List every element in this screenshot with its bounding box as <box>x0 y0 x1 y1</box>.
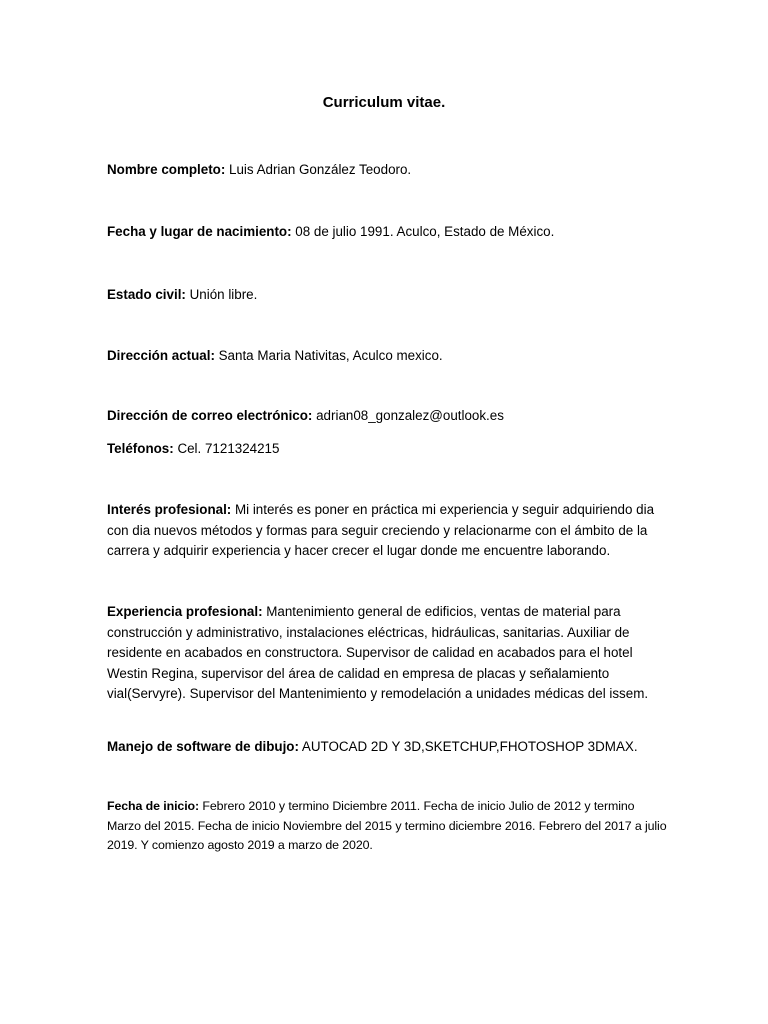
field-value: AUTOCAD 2D Y 3D,SKETCHUP,FHOTOSHOP 3DMAX. <box>298 739 638 754</box>
field-value: Mi interés es poner en práctica mi experiencia y seguir adquiriendo dia con dia nuevos métodos y formas para seguir creciendo y relacionarme con el ámbito de la carrera y adquirir experiencia y hacer crecer el lugar donde me encuentre laborando. <box>107 502 655 558</box>
field-value: Luis Adrian González Teodoro. <box>225 162 412 177</box>
field-label: Dirección de correo electrónico: <box>107 408 313 423</box>
field-estado-civil <box>107 285 667 306</box>
field-experiencia-profesional <box>107 602 667 705</box>
field-label: Estado civil: <box>107 287 186 302</box>
field-direccion-actual <box>107 346 667 367</box>
field-value: Unión libre. <box>185 287 258 302</box>
field-label: Experiencia profesional: <box>107 604 263 619</box>
field-label: Teléfonos: <box>107 441 174 456</box>
field-value: Cel. 7121324215 <box>173 441 280 456</box>
field-telefonos <box>107 439 667 460</box>
field-fecha-inicio <box>107 797 667 856</box>
field-correo-electronico <box>107 406 667 427</box>
field-nombre-completo <box>107 160 667 181</box>
field-value: 08 de julio 1991. Aculco, Estado de México. <box>291 224 555 239</box>
field-interes-profesional <box>107 500 667 562</box>
field-label: Manejo de software de dibujo: <box>107 739 299 754</box>
field-manejo-software <box>107 737 667 758</box>
field-fecha-nacimiento <box>107 222 667 243</box>
field-label: Fecha de inicio: <box>107 799 200 813</box>
document-title: Curriculum vitae. <box>322 94 446 111</box>
field-label: Dirección actual: <box>107 348 215 363</box>
field-value: Febrero 2010 y termino Diciembre 2011. Fecha de inicio Julio de 2012 y termino Marzo del 2015. Fecha de inicio Noviembre del 2015 y termino diciembre 2016. Febrero del 2017 a julio 2019. Y comienzo agosto 2019 a marzo de 2020. <box>107 799 667 852</box>
field-label: Fecha y lugar de nacimiento: <box>107 224 292 239</box>
field-value: Mantenimiento general de edificios, ventas de material para construcción y administrativo, instalaciones eléctricas, hidráulicas, sanitarias. Auxiliar de residente en acabados en constructora. Supervisor de calidad en acabados para el hotel Westin Regina, supervisor del área de calidad en empresa de placas y señalamiento vial(Servyre). Supervisor del Mantenimiento y remodelación a unidades médicas del issem. <box>107 604 649 701</box>
field-label: Interés profesional: <box>107 502 232 517</box>
field-value: Santa Maria Nativitas, Aculco mexico. <box>214 348 443 363</box>
field-label: Nombre completo: <box>107 162 226 177</box>
field-value: adrian08_gonzalez@outlook.es <box>312 408 504 423</box>
